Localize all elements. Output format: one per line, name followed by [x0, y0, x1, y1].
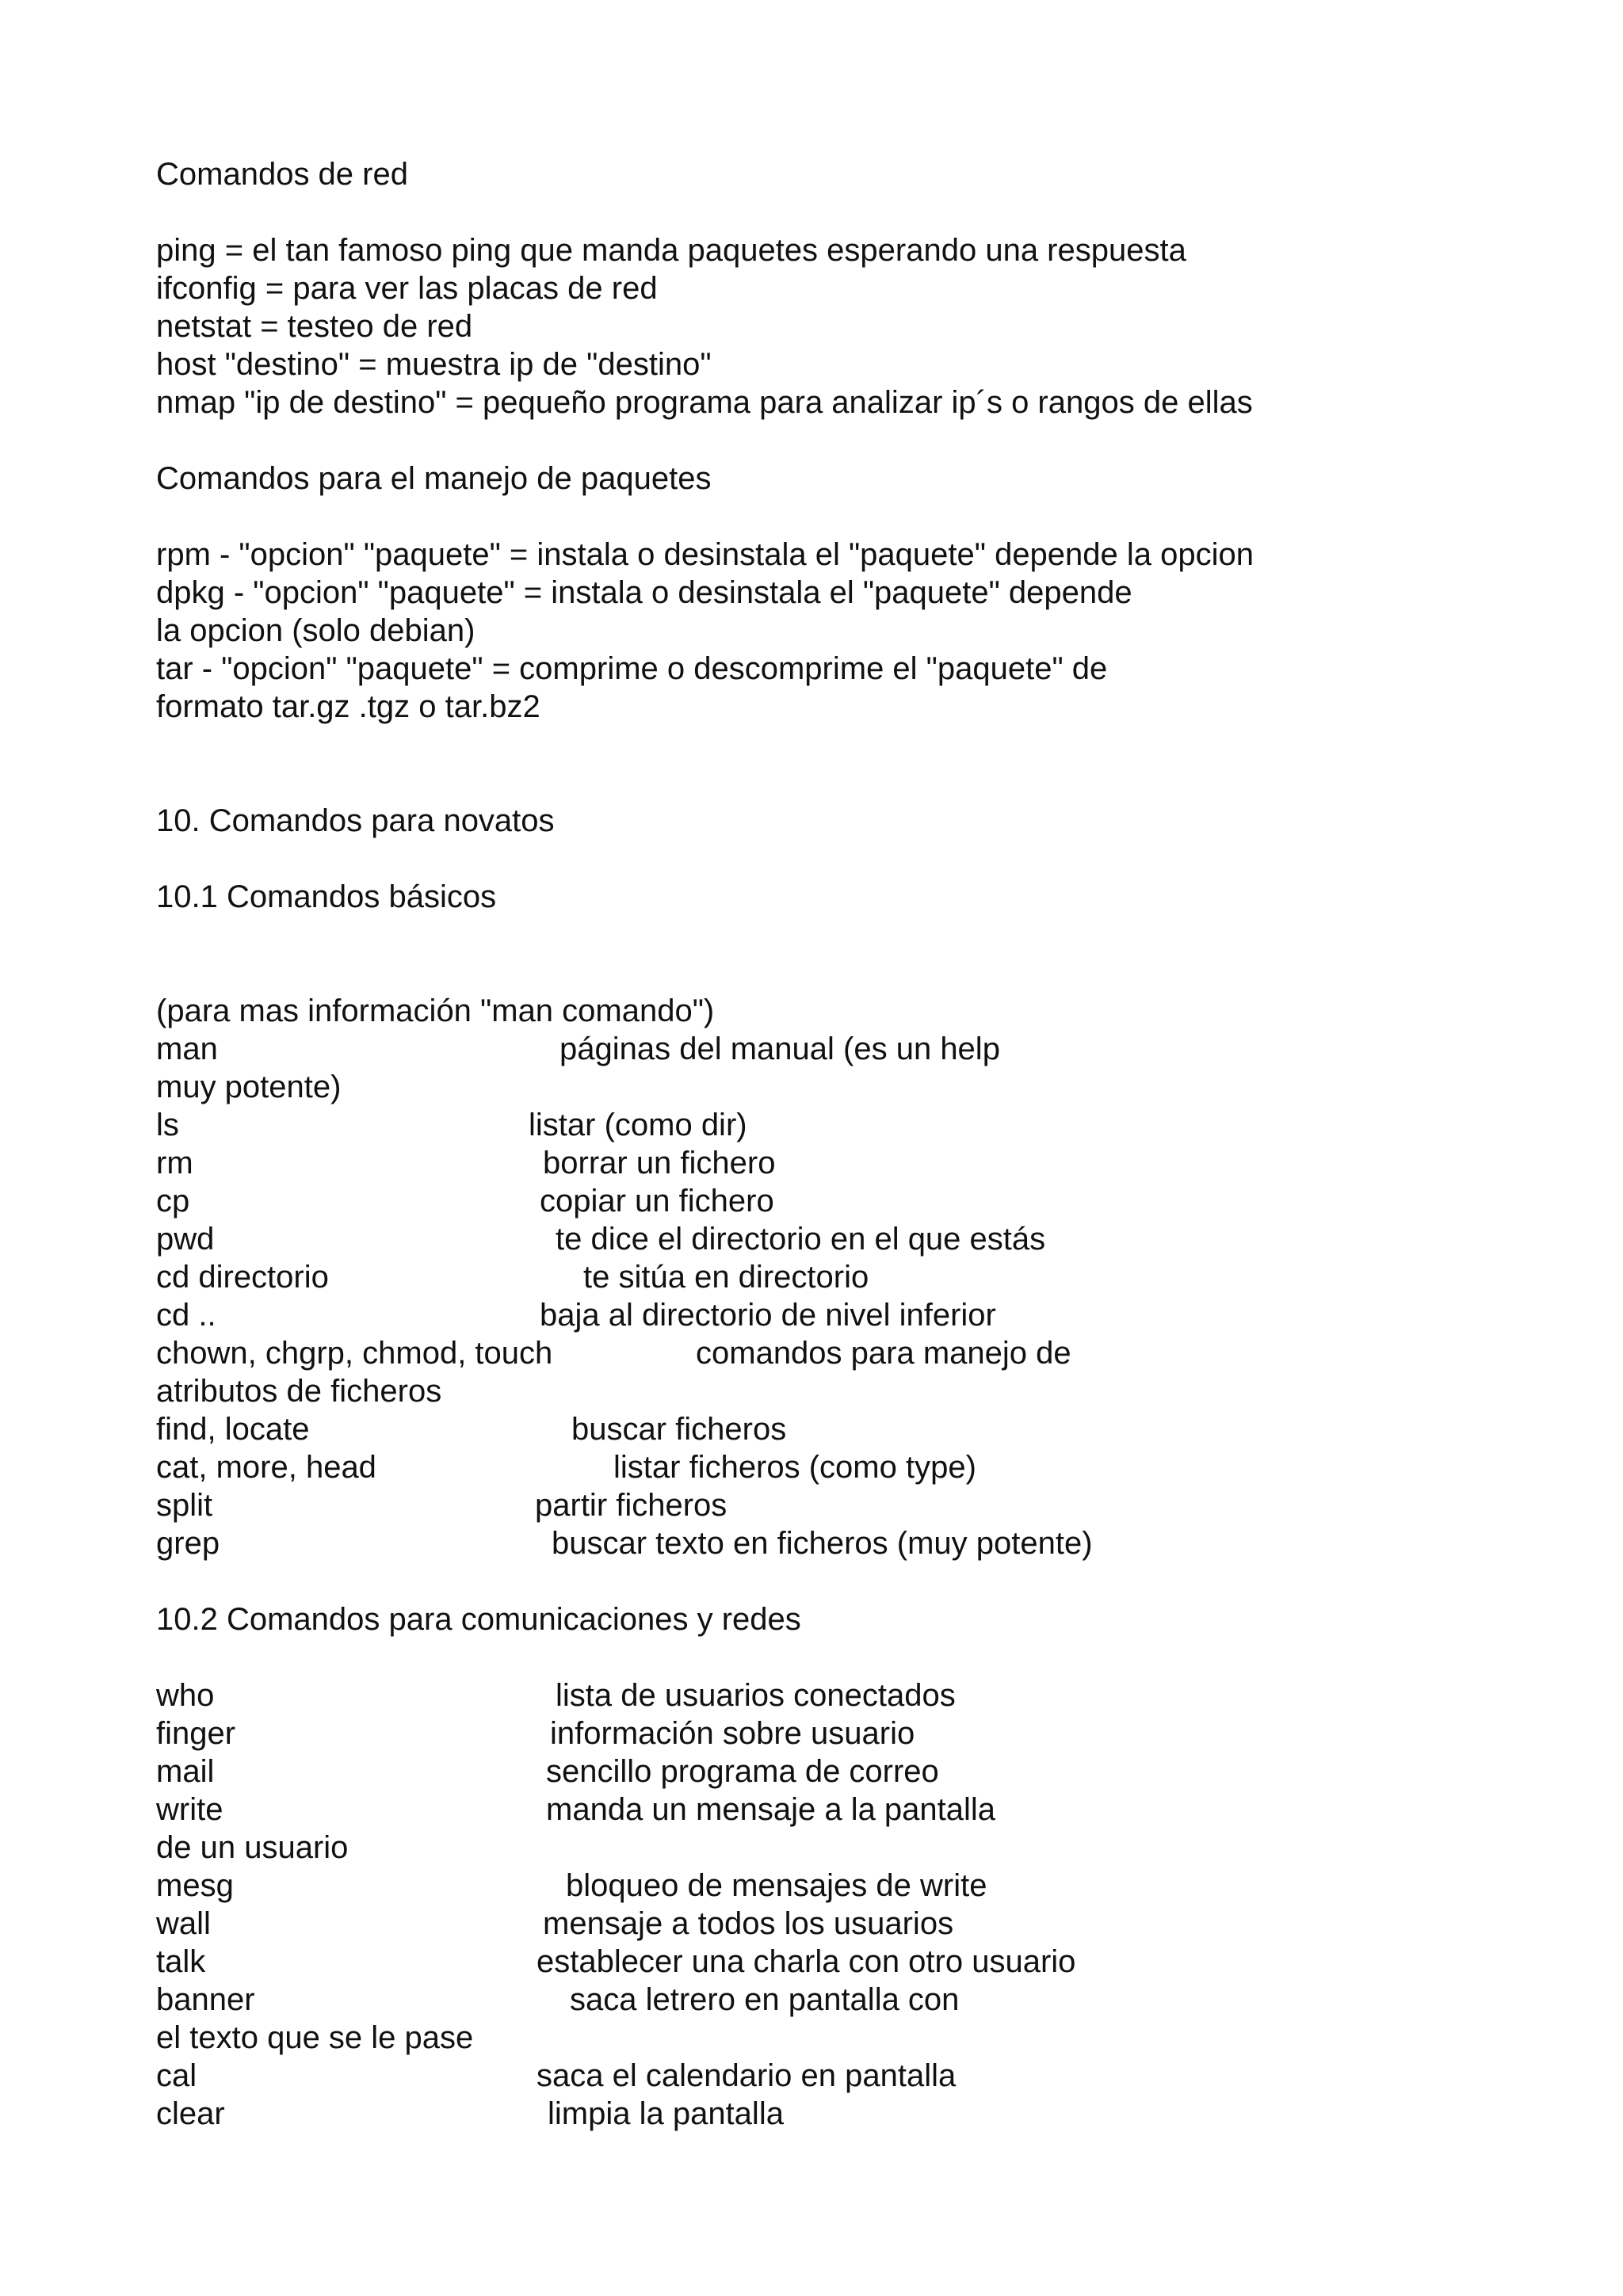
description-continuation: el texto que se le pase — [156, 2020, 474, 2055]
command-description: páginas del manual (es un help — [559, 1032, 1000, 1066]
command-name: pwd — [156, 1222, 215, 1257]
command-name: mail — [156, 1754, 215, 1789]
command-description: lista de usuarios conectados — [556, 1678, 956, 1713]
command-name: cp — [156, 1184, 190, 1219]
packages-line: dpkg - "opcion" "paquete" = instala o desinstala el "paquete" depende — [156, 575, 1132, 610]
description-continuation: atributos de ficheros — [156, 1374, 442, 1409]
command-description: bloqueo de mensajes de write — [566, 1868, 987, 1903]
command-name: mesg — [156, 1868, 234, 1903]
command-description: baja al directorio de nivel inferior — [540, 1298, 996, 1333]
command-description: te sitúa en directorio — [583, 1260, 869, 1295]
basic-intro: (para mas información "man comando") — [156, 994, 715, 1028]
description-continuation: de un usuario — [156, 1830, 349, 1865]
command-description: copiar un fichero — [540, 1184, 774, 1219]
command-description: limpia la pantalla — [548, 2096, 784, 2131]
command-description: partir ficheros — [535, 1488, 727, 1523]
command-description: te dice el directorio en el que estás — [556, 1222, 1046, 1257]
comms-heading: 10.2 Comandos para comunicaciones y redes — [156, 1602, 801, 1637]
command-name: split — [156, 1488, 213, 1523]
basic-heading: 10.1 Comandos básicos — [156, 879, 497, 914]
section-heading: 10. Comandos para novatos — [156, 803, 555, 838]
command-name: cd .. — [156, 1298, 216, 1333]
command-name: banner — [156, 1982, 255, 2017]
command-name: cat, more, head — [156, 1450, 376, 1485]
network-line: ping = el tan famoso ping que manda paquetes esperando una respuesta — [156, 233, 1186, 268]
command-name: wall — [156, 1906, 211, 1941]
command-name: who — [156, 1678, 215, 1713]
command-description: manda un mensaje a la pantalla — [546, 1792, 996, 1827]
command-name: talk — [156, 1944, 206, 1979]
command-description: listar (como dir) — [529, 1108, 747, 1142]
packages-line: la opcion (solo debian) — [156, 613, 475, 648]
command-description: buscar ficheros — [571, 1412, 787, 1447]
packages-line: tar - "opcion" "paquete" = comprime o descomprime el "paquete" de — [156, 651, 1108, 686]
network-line: nmap "ip de destino" = pequeño programa para analizar ip´s o rangos de ellas — [156, 385, 1253, 420]
command-description: saca el calendario en pantalla — [537, 2058, 957, 2093]
command-name: chown, chgrp, chmod, touch — [156, 1336, 553, 1371]
packages-heading: Comandos para el manejo de paquetes — [156, 461, 712, 496]
command-name: clear — [156, 2096, 225, 2131]
network-heading: Comandos de red — [156, 157, 408, 192]
command-name: grep — [156, 1526, 220, 1561]
network-line: ifconfig = para ver las placas de red — [156, 271, 658, 306]
command-description: borrar un fichero — [543, 1146, 776, 1180]
command-description: mensaje a todos los usuarios — [543, 1906, 954, 1941]
command-description: saca letrero en pantalla con — [570, 1982, 960, 2017]
packages-line: formato tar.gz .tgz o tar.bz2 — [156, 689, 540, 724]
command-description: comandos para manejo de — [696, 1336, 1071, 1371]
command-name: ls — [156, 1108, 179, 1142]
description-continuation: muy potente) — [156, 1070, 342, 1104]
network-line: host "destino" = muestra ip de "destino" — [156, 347, 712, 382]
command-name: cd directorio — [156, 1260, 329, 1295]
command-name: rm — [156, 1146, 193, 1180]
command-name: man — [156, 1032, 218, 1066]
command-name: find, locate — [156, 1412, 310, 1447]
command-description: buscar texto en ficheros (muy potente) — [552, 1526, 1093, 1561]
command-description: listar ficheros (como type) — [613, 1450, 976, 1485]
network-line: netstat = testeo de red — [156, 309, 473, 344]
command-name: cal — [156, 2058, 197, 2093]
command-name: write — [156, 1792, 223, 1827]
command-description: información sobre usuario — [550, 1716, 915, 1751]
command-name: finger — [156, 1716, 236, 1751]
packages-line: rpm - "opcion" "paquete" = instala o desinstala el "paquete" depende la opcion — [156, 537, 1254, 572]
command-description: sencillo programa de correo — [546, 1754, 939, 1789]
command-description: establecer una charla con otro usuario — [537, 1944, 1076, 1979]
